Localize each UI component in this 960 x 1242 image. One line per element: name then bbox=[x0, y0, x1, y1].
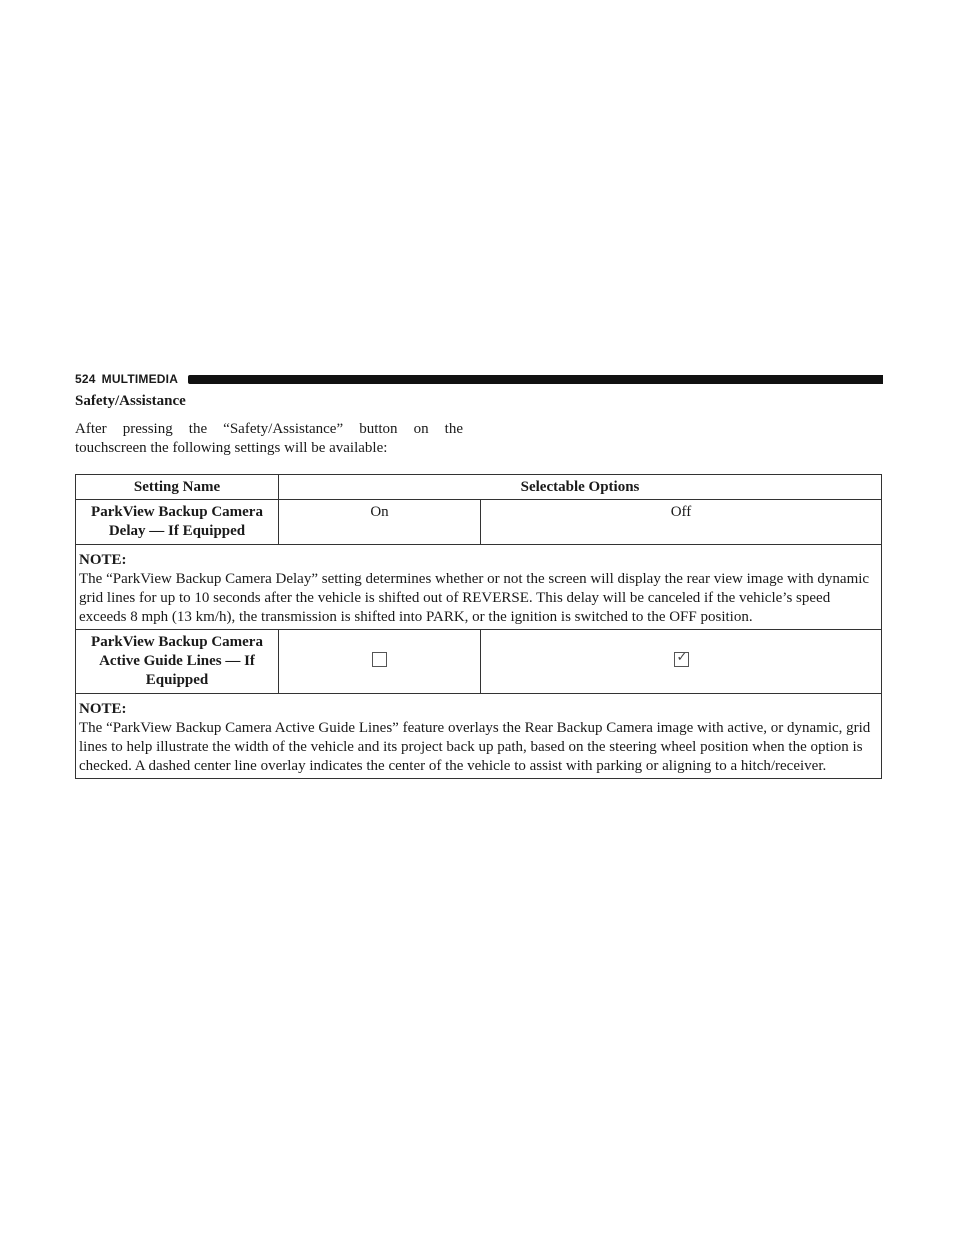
page-number: 524 bbox=[75, 372, 96, 386]
column-header-selectable-options: Selectable Options bbox=[279, 475, 882, 500]
setting-name-camera-delay: ParkView Backup Camera Delay — If Equipped bbox=[76, 500, 279, 545]
note-camera-delay bbox=[76, 545, 882, 630]
note-active-guide-lines bbox=[76, 694, 882, 779]
note-text: The “ParkView Backup Camera Delay” setting determines whether or not the screen will display the rear view image with dynamic grid lines for up to 10 seconds after the vehicle is shifted out of REVERSE. This delay will be canceled if the vehicle’s speed exceeds 8 mph (13 km/h), the transmission is shifted into PARK, or the ignition is switched to the OFF position. bbox=[79, 571, 870, 625]
setting-name-active-guide-lines: ParkView Backup Camera Active Guide Lines — If Equipped bbox=[76, 630, 279, 694]
table-row bbox=[76, 500, 882, 545]
header-rule bbox=[188, 375, 883, 384]
empty-checkbox-icon bbox=[372, 652, 387, 667]
option-checked-cell bbox=[481, 630, 882, 694]
table-header-row bbox=[76, 475, 882, 500]
table-row bbox=[76, 630, 882, 694]
settings-table bbox=[75, 474, 882, 779]
note-label: NOTE: bbox=[79, 701, 127, 717]
section-heading: Safety/Assistance bbox=[75, 393, 186, 409]
note-row bbox=[76, 694, 882, 779]
checked-checkbox-icon: ✓ bbox=[674, 652, 689, 667]
note-row bbox=[76, 545, 882, 630]
note-text: The “ParkView Backup Camera Active Guide Lines” feature overlays the Rear Backup Camera image with active, or dynamic, grid lines to help illustrate the width of the vehicle and its project back up path, based on the steering wheel position when the option is checked. A dashed center line overlay indicates the center of the vehicle to assist with parking or aligning to a hitch/receiver. bbox=[79, 720, 871, 774]
page-header bbox=[75, 371, 883, 387]
section-title: MULTIMEDIA bbox=[101, 372, 179, 386]
note-label: NOTE: bbox=[79, 552, 127, 568]
column-header-setting-name: Setting Name bbox=[76, 475, 279, 500]
intro-paragraph: After pressing the “Safety/Assistance” button on the touchscreen the following settings will be available: bbox=[75, 421, 463, 456]
option-unchecked-cell bbox=[279, 630, 481, 694]
option-on: On bbox=[279, 500, 481, 545]
option-off: Off bbox=[481, 500, 882, 545]
